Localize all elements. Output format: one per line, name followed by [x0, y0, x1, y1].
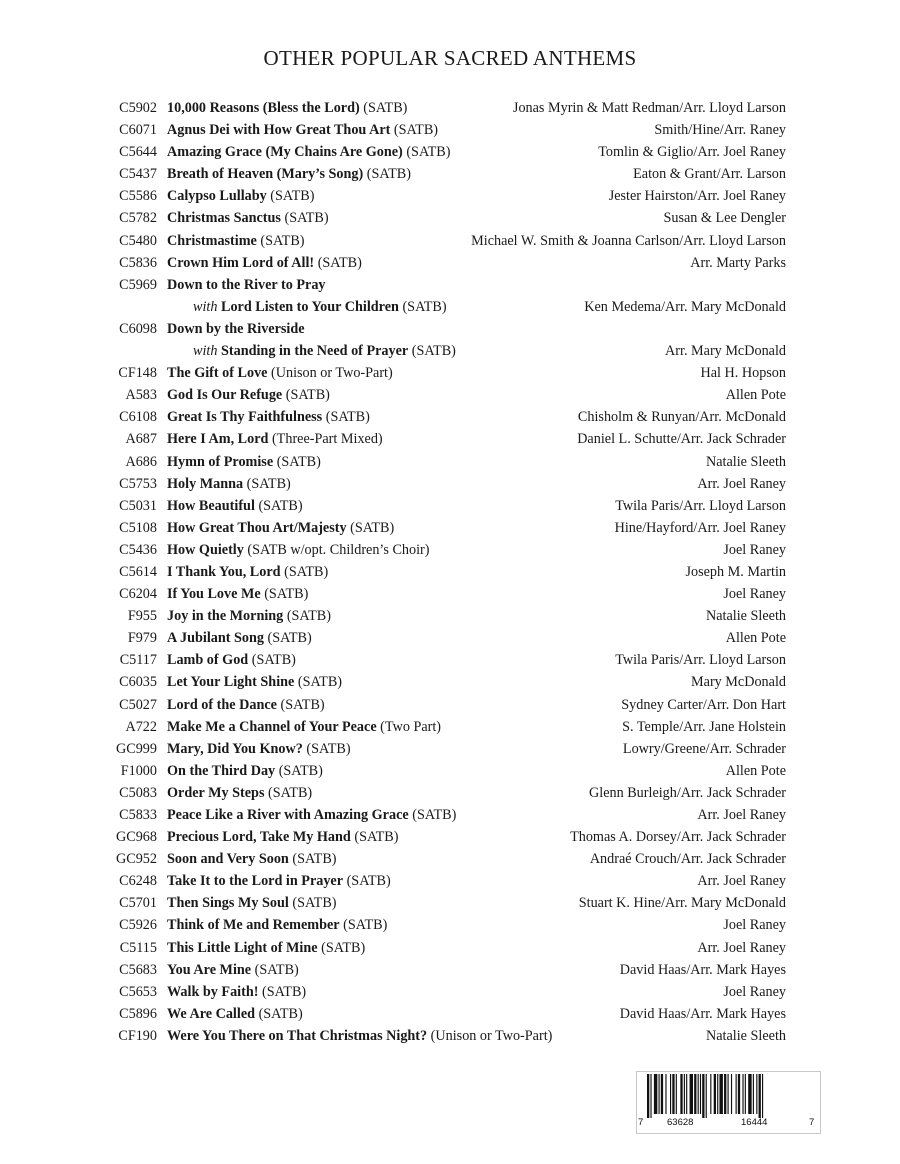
catalog-code: C5083 [119, 784, 157, 801]
anthem-title-cell [167, 870, 391, 892]
voicing: (SATB) [343, 873, 391, 890]
anthem-title: Were You There on That Christmas Night? [167, 1027, 428, 1044]
anthem-title: Holy Manna [167, 475, 244, 492]
anthem-title: 10,000 Reasons (Bless the Lord) [167, 100, 360, 116]
page-title: OTHER POPULAR SACRED ANTHEMS [263, 46, 637, 70]
anthem-title: Amazing Grace (My Chains Are Gone) [167, 144, 403, 161]
composer: Joel Raney [723, 983, 786, 1000]
composer: Arr. Joel Raney [697, 475, 786, 492]
voicing: (SATB w/opt. Children’s Choir) [243, 541, 430, 558]
barcode-bar [710, 1074, 711, 1114]
catalog-code: C5115 [119, 939, 157, 956]
anthem-title: Think of Me and Remember [167, 917, 340, 934]
barcode-bar [659, 1074, 660, 1114]
catalog-code: C6204 [119, 586, 157, 603]
anthem-row [0, 362, 900, 384]
composer: Hal H. Hopson [700, 365, 786, 382]
catalog-code: C5436 [119, 541, 157, 558]
catalog-code: C5782 [119, 210, 157, 227]
anthem-title-cell [167, 185, 314, 207]
anthem-row [0, 207, 900, 229]
anthem-title: Peace Like a River with Amazing Grace [167, 807, 409, 823]
voicing: (Three-Part Mixed) [268, 431, 383, 448]
anthem-row [0, 760, 900, 782]
anthem-row [0, 1003, 900, 1025]
catalog-code: C5480 [119, 232, 157, 249]
anthem-row [0, 671, 900, 693]
anthem-title: Lord of the Dance [167, 696, 277, 713]
anthem-row [0, 914, 900, 936]
barcode-bar [714, 1074, 716, 1114]
anthem-row [0, 716, 900, 738]
voicing: (SATB) [276, 696, 325, 713]
anthem-title: We Are Called [167, 1005, 256, 1022]
barcode-bars [643, 1074, 814, 1118]
anthem-title: Mary, Did You Know? [167, 740, 303, 757]
composer: Twila Paris/Arr. Lloyd Larson [615, 497, 786, 514]
anthem-title: The Gift of Love [167, 365, 268, 382]
catalog-code: C5896 [119, 1005, 157, 1022]
anthem-title-cell [167, 97, 407, 119]
voicing: (SATB) [314, 254, 362, 271]
voicing: (SATB) [408, 343, 456, 360]
anthem-title: Christmas Sanctus [167, 210, 281, 227]
composer: Arr. Marty Parks [690, 254, 786, 271]
voicing: (SATB) [256, 232, 305, 249]
catalog-code: C5031 [119, 497, 157, 514]
anthem-title-cell [167, 914, 387, 936]
composer: Thomas A. Dorsey/Arr. Jack Schrader [570, 829, 786, 846]
barcode-bar [738, 1074, 740, 1114]
catalog-code: GC952 [116, 851, 157, 868]
anthem-row [0, 97, 900, 119]
voicing: (SATB) [254, 497, 303, 514]
catalog-code: A583 [125, 387, 157, 404]
barcode-bar [684, 1074, 685, 1114]
voicing: (SATB) [294, 674, 343, 691]
anthem-title-cell [167, 428, 383, 450]
anthem-title-cell [167, 782, 312, 804]
composer: Hine/Hayford/Arr. Joel Raney [614, 519, 786, 536]
anthem-row [0, 495, 900, 517]
anthem-title: Calypso Lullaby [167, 188, 267, 205]
barcode-bar [698, 1074, 699, 1114]
voicing: (SATB) [255, 1005, 303, 1022]
anthem-title: How Great Thou Art/Majesty [167, 519, 347, 536]
anthem-title: Precious Lord, Take My Hand [167, 829, 351, 846]
catalog-code: C5902 [119, 100, 157, 116]
anthem-title-cell [167, 384, 330, 406]
voicing: (SATB) [251, 961, 299, 978]
catalog-code: A686 [125, 453, 157, 470]
anthem-title: Walk by Faith! [167, 983, 259, 1000]
catalog-code: C5614 [119, 563, 157, 580]
anthem-row [0, 451, 900, 473]
composer: Susan & Lee Dengler [663, 210, 786, 227]
anthem-title-cell [167, 539, 429, 561]
anthem-title: Christmastime [167, 232, 257, 249]
anthem-row [0, 252, 900, 274]
anthem-row [0, 959, 900, 981]
catalog-code: C5027 [119, 696, 157, 713]
voicing: (SATB) [408, 807, 457, 823]
voicing: (Unison or Two-Part) [427, 1027, 553, 1044]
anthem-title-cell [167, 627, 312, 649]
composer: David Haas/Arr. Mark Hayes [619, 1005, 786, 1022]
barcode-digit-group-right: 16444 [741, 1117, 768, 1128]
barcode-bar [753, 1074, 754, 1114]
composer: Eaton & Grant/Arr. Larson [633, 166, 786, 183]
voicing: (SATB) [258, 983, 307, 1000]
composer: Natalie Sleeth [706, 453, 786, 470]
voicing: (SATB) [266, 188, 315, 205]
catalog-code: A722 [125, 718, 157, 735]
barcode-bar [731, 1074, 732, 1114]
anthem-row [0, 738, 900, 760]
voicing: (SATB) [288, 895, 337, 912]
voicing: (SATB) [359, 100, 408, 116]
anthem-row [0, 428, 900, 450]
catalog-code: C6098 [119, 320, 157, 337]
anthem-title-cell [167, 119, 438, 141]
barcode-bar [672, 1074, 674, 1114]
anthem-title-cell [167, 937, 365, 959]
anthem-title: Make Me a Channel of Your Peace [167, 718, 377, 735]
composer: Arr. Joel Raney [697, 873, 786, 890]
voicing: (SATB) [273, 453, 321, 470]
anthem-row [0, 937, 900, 959]
anthem-title-cell [167, 1003, 303, 1025]
anthem-title-cell [167, 163, 411, 185]
anthem-row [0, 870, 900, 892]
barcode-bar [742, 1074, 743, 1114]
anthem-title-cell [167, 959, 299, 981]
barcode-bar [756, 1074, 757, 1114]
anthem-title-cell [167, 141, 450, 163]
anthem-title-cell [193, 296, 447, 318]
barcode-bar [719, 1074, 722, 1114]
catalog-code: C5683 [119, 961, 157, 978]
voicing: (SATB) [264, 784, 313, 801]
catalog-code: C5833 [119, 807, 157, 823]
anthem-row [0, 605, 900, 627]
anthem-row [0, 782, 900, 804]
barcode-bar [759, 1074, 761, 1118]
composer: Ken Medema/Arr. Mary McDonald [584, 298, 786, 315]
voicing: (SATB) [346, 519, 395, 536]
anthem-title: Crown Him Lord of All! [167, 254, 315, 271]
anthem-title-cell [167, 981, 306, 1003]
anthem-title: Here I Am, Lord [167, 431, 269, 448]
composer: Andraé Crouch/Arr. Jack Schrader [589, 851, 786, 868]
anthem-title-cell [167, 738, 351, 760]
barcode-digit-group-left: 63628 [667, 1117, 694, 1128]
barcode-bar [680, 1074, 682, 1114]
anthem-title: God Is Our Refuge [167, 387, 283, 404]
anthem-title: Take It to the Lord in Prayer [167, 873, 344, 890]
barcode-digits [637, 1117, 820, 1131]
voicing: (Unison or Two-Part) [267, 365, 393, 382]
barcode-bar [676, 1074, 677, 1114]
catalog-code: C5926 [119, 917, 157, 934]
voicing: (SATB) [280, 210, 329, 227]
catalog-code: C6248 [119, 873, 157, 890]
anthem-row [0, 561, 900, 583]
anthem-row [0, 517, 900, 539]
anthem-title: Then Sings My Soul [167, 895, 289, 912]
composer: Arr. Mary McDonald [665, 343, 786, 360]
anthem-title-cell [167, 671, 342, 693]
with-label: with [193, 298, 218, 315]
barcode-bar [762, 1074, 763, 1118]
anthem-title: Joy in the Morning [167, 608, 284, 625]
barcode-bar [661, 1074, 663, 1114]
anthem-title: Hymn of Promise [167, 453, 274, 470]
anthem-title: Down to the River to Pray [167, 276, 326, 293]
anthem-row [0, 141, 900, 163]
anthem-title: Breath of Heaven (Mary’s Song) [167, 166, 364, 183]
anthem-row [0, 848, 900, 870]
anthem-row [0, 804, 900, 826]
voicing: (SATB) [317, 939, 366, 956]
catalog-code: F955 [127, 608, 157, 625]
composer: Sydney Carter/Arr. Don Hart [621, 696, 786, 713]
anthem-title: Soon and Very Soon [167, 851, 289, 868]
anthem-title-cell [167, 649, 296, 671]
anthem-title-cell [167, 230, 305, 252]
anthem-row [0, 1025, 900, 1047]
barcode-bar [650, 1074, 651, 1118]
barcode-bar [745, 1074, 746, 1114]
catalog-code: F979 [127, 630, 157, 647]
voicing: (SATB) [363, 166, 411, 183]
anthem-title-cell [167, 207, 329, 229]
barcode-bar [702, 1074, 704, 1118]
composer: Jonas Myrin & Matt Redman/Arr. Lloyd Larson [512, 100, 786, 116]
anthem-title: Order My Steps [167, 784, 265, 801]
voicing: (SATB) [283, 608, 331, 625]
voicing: (SATB) [390, 122, 439, 139]
composer: Chisholm & Runyan/Arr. McDonald [577, 409, 786, 426]
anthem-title-cell [167, 694, 325, 716]
barcode [636, 1071, 821, 1134]
anthem-title-cell [167, 716, 441, 738]
voicing: (SATB) [302, 740, 351, 757]
composer: Twila Paris/Arr. Lloyd Larson [615, 652, 786, 669]
barcode-bar [736, 1074, 737, 1114]
composer: Lowry/Greene/Arr. Schrader [622, 740, 786, 757]
anthem-title-cell [193, 340, 456, 362]
catalog-code: C5969 [119, 276, 157, 293]
catalog-code: GC968 [116, 829, 157, 846]
anthem-title-cell [167, 517, 394, 539]
barcode-bar [700, 1074, 701, 1114]
anthem-title-cell [167, 605, 331, 627]
composer: Joel Raney [723, 586, 786, 603]
anthem-title: How Beautiful [167, 497, 255, 514]
anthem-row [0, 119, 900, 141]
anthem-title-cell [167, 362, 393, 384]
anthem-title: How Quietly [167, 541, 244, 558]
with-label: with [193, 343, 218, 360]
barcode-bar [665, 1074, 666, 1114]
composer: Tomlin & Giglio/Arr. Joel Raney [598, 144, 786, 161]
anthem-title: On the Third Day [167, 762, 276, 779]
composer: Mary McDonald [691, 674, 786, 691]
anthem-row [0, 185, 900, 207]
composer: Glenn Burleigh/Arr. Jack Schrader [589, 784, 786, 801]
barcode-bar [728, 1074, 729, 1114]
anthem-title: This Little Light of Mine [167, 939, 318, 956]
catalog-code: A687 [125, 431, 157, 448]
anthem-row [0, 649, 900, 671]
voicing: (SATB) [322, 409, 370, 426]
barcode-digit-lead: 7 [638, 1117, 644, 1128]
voicing: (SATB) [243, 475, 291, 492]
anthem-title-cell [167, 252, 362, 274]
anthem-row [0, 296, 900, 318]
composer: Joseph M. Martin [685, 563, 786, 580]
anthem-title-cell [167, 473, 291, 495]
composer: Allen Pote [725, 387, 786, 404]
anthem-title: Agnus Dei with How Great Thou Art [167, 122, 391, 139]
catalog-code: C5753 [119, 475, 157, 492]
anthem-title: Lamb of God [167, 652, 249, 669]
anthem-row [0, 892, 900, 914]
anthem-row [0, 539, 900, 561]
catalog-code: C5701 [119, 895, 157, 912]
barcode-bar [654, 1074, 657, 1114]
anthem-title-cell [167, 318, 305, 340]
voicing: (SATB) [339, 917, 388, 934]
anthem-title-cell [167, 760, 323, 782]
anthem-title-cell [167, 274, 326, 296]
composer: Stuart K. Hine/Arr. Mary McDonald [578, 895, 786, 912]
catalog-code: CF148 [118, 365, 157, 382]
anthem-title: Down by the Riverside [167, 320, 305, 337]
anthem-title-cell [167, 1025, 552, 1047]
voicing: (SATB) [248, 652, 296, 669]
anthem-title-cell [167, 826, 399, 848]
catalog-code: C6071 [119, 122, 157, 139]
anthem-title-cell [167, 804, 456, 826]
barcode-bar [724, 1074, 726, 1114]
voicing: (SATB) [282, 387, 330, 404]
catalog-code: GC999 [116, 740, 157, 757]
barcode-bar [717, 1074, 718, 1114]
voicing: (SATB) [275, 762, 323, 779]
anthem-title: If You Love Me [167, 586, 261, 603]
catalog-code: C5117 [119, 652, 157, 669]
barcode-bar [670, 1074, 671, 1114]
voicing: (SATB) [350, 829, 399, 846]
anthem-title-cell [167, 848, 337, 870]
anthem-row [0, 583, 900, 605]
anthem-title-cell [167, 406, 370, 428]
composer: S. Temple/Arr. Jane Holstein [622, 718, 786, 735]
barcode-bar [706, 1074, 707, 1118]
voicing: (SATB) [264, 630, 312, 647]
anthem-row [0, 473, 900, 495]
anthem-row [0, 163, 900, 185]
anthem-title-cell [167, 495, 303, 517]
anthem-title: Great Is Thy Faithfulness [167, 409, 323, 426]
barcode-bar [690, 1074, 693, 1114]
voicing: (SATB) [288, 851, 337, 868]
anthem-row [0, 694, 900, 716]
composer: Arr. Joel Raney [697, 939, 786, 956]
catalog-code: C6108 [119, 409, 157, 426]
voicing: (Two Part) [376, 718, 442, 735]
anthem-title-cell [167, 583, 308, 605]
anthem-title: I Thank You, Lord [167, 563, 281, 580]
barcode-bar [694, 1074, 696, 1114]
voicing: (SATB) [260, 586, 309, 603]
barcode-bar [647, 1074, 649, 1118]
composer: David Haas/Arr. Mark Hayes [619, 961, 786, 978]
voicing: (SATB) [402, 144, 451, 161]
voicing: (SATB) [280, 563, 329, 580]
anthem-row [0, 340, 900, 362]
anthem-row [0, 826, 900, 848]
barcode-digit-trail: 7 [809, 1117, 815, 1128]
anthem-title: A Jubilant Song [167, 630, 264, 647]
composer: Natalie Sleeth [706, 1027, 786, 1044]
anthem-title-cell [167, 561, 328, 583]
anthem-title: You Are Mine [167, 961, 252, 978]
anthem-list [0, 97, 900, 1047]
barcode-bar [748, 1074, 751, 1114]
composer: Arr. Joel Raney [697, 807, 786, 823]
anthem-row [0, 627, 900, 649]
composer: Natalie Sleeth [706, 608, 786, 625]
anthem-row [0, 406, 900, 428]
composer: Allen Pote [725, 762, 786, 779]
composer: Daniel L. Schutte/Arr. Jack Schrader [577, 431, 786, 448]
anthem-title: Lord Listen to Your Children [221, 298, 399, 315]
catalog-code: C5586 [119, 188, 157, 205]
catalog-code: C5644 [119, 144, 157, 161]
anthem-row [0, 230, 900, 252]
catalog-code: C6035 [119, 674, 157, 691]
composer: Allen Pote [725, 630, 786, 647]
composer: Smith/Hine/Arr. Raney [654, 122, 786, 139]
composer: Joel Raney [723, 917, 786, 934]
voicing: (SATB) [398, 298, 447, 315]
barcode-bar [686, 1074, 687, 1114]
composer: Jester Hairston/Arr. Joel Raney [608, 188, 786, 205]
anthem-title: Standing in the Need of Prayer [221, 343, 409, 360]
composer: Joel Raney [723, 541, 786, 558]
catalog-code: C5437 [119, 166, 157, 183]
anthem-row [0, 274, 900, 296]
anthem-title-cell [167, 892, 337, 914]
anthem-row [0, 318, 900, 340]
catalog-code: C5836 [119, 254, 157, 271]
catalog-code: F1000 [120, 762, 157, 779]
composer: Michael W. Smith & Joanna Carlson/Arr. Lloyd Larson [471, 232, 786, 249]
catalog-code: C5653 [119, 983, 157, 1000]
anthem-title-cell [167, 451, 321, 473]
catalog-code: CF190 [118, 1027, 157, 1044]
anthem-title: Let Your Light Shine [167, 674, 295, 691]
anthem-row [0, 384, 900, 406]
catalog-code: C5108 [119, 519, 157, 536]
anthem-row [0, 981, 900, 1003]
